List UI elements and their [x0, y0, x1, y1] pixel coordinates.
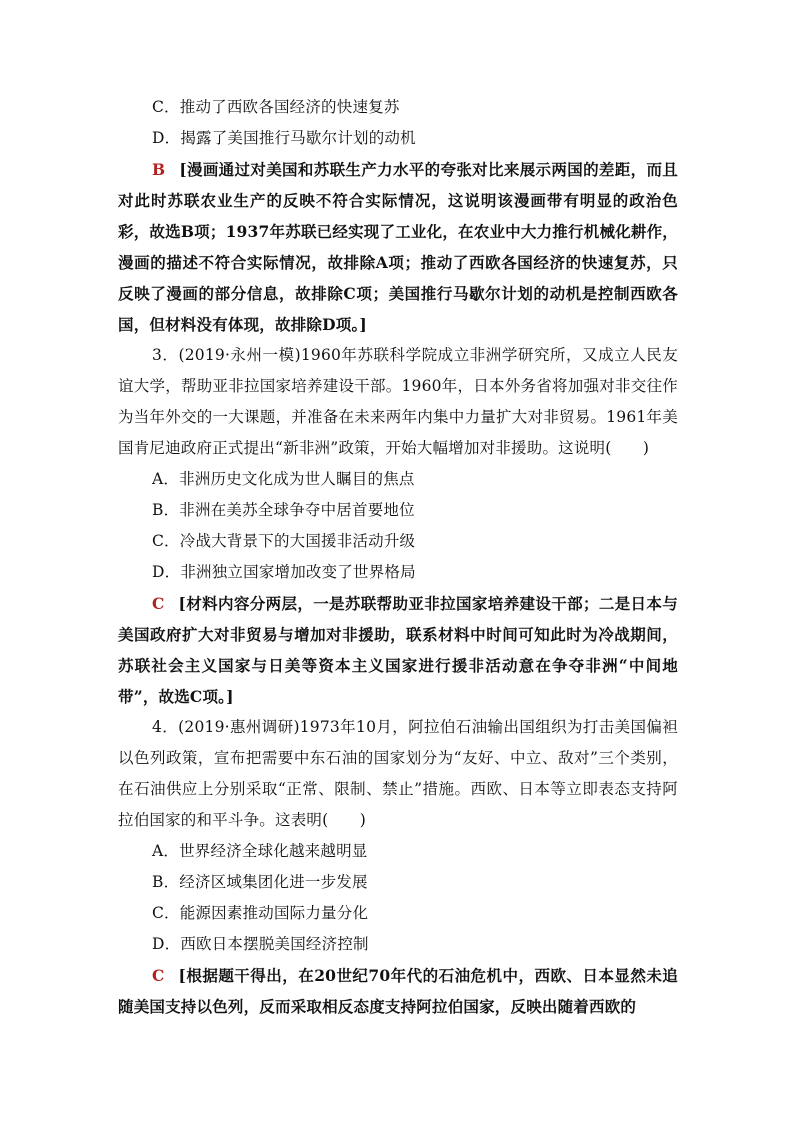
- q4-option-d: D．西欧日本摆脱美国经济控制: [152, 935, 369, 953]
- q4-option-b: B．经济区域集团化进一步发展: [152, 873, 368, 891]
- q4-answer-explanation: [根据题干得出，在20世纪70年代的石油危机中，西欧、日本显然未追随美国支持以色列，反而采取相反态度支持阿拉伯国家，反映出随着西欧的: [118, 966, 678, 1016]
- q3-option-b: B．非洲在美苏全球争夺中居首要地位: [152, 501, 415, 519]
- q3-answer-letter: C: [152, 594, 165, 613]
- q3-option-d: D．非洲独立国家增加改变了世界格局: [152, 563, 416, 581]
- q4-option-a: A．世界经济全球化越来越明显: [152, 842, 368, 860]
- prev-answer: [118, 154, 678, 340]
- q3-option-a: A．非洲历史文化成为世人瞩目的焦点: [152, 470, 415, 488]
- q4-answer: [118, 960, 678, 1022]
- prev-option-c: C．推动了西欧各国经济的快速复苏: [152, 98, 400, 116]
- q3-answer-explanation: [材料内容分两层，一是苏联帮助亚非拉国家培养建设干部；二是日本与美国政府扩大对非贸易与增加对非援助，联系材料中时间可知此时为冷战期间，苏联社会主义国家与日美等资本主义国家进行援非活动意在争夺非洲“中间地带”，故选C项。]: [118, 594, 678, 706]
- q3-answer: [118, 588, 678, 712]
- document-content: [118, 92, 678, 1022]
- question-3-stem: 3．(2019·永州一模)1960年苏联科学院成立非洲学研究所，又成立人民友谊大学，帮助亚非拉国家培养建设干部。1960年，日本外务省将加强对非交往作为当年外交的一大课题，并准备在未来两年内集中力量扩大对非贸易。1961年美国肯尼迪政府正式提出“新非洲”政策，开始大幅增加对非援助。这说明( ): [118, 346, 678, 457]
- q4-answer-letter: C: [152, 966, 165, 985]
- question-4-stem: 4．(2019·惠州调研)1973年10月，阿拉伯石油输出国组织为打击美国偏袒以色列政策，宣布把需要中东石油的国家划分为“友好、中立、敌对”三个类别，在石油供应上分别采取“正常、限制、禁止”措施。西欧、日本等立即表态支持阿拉伯国家的和平斗争。这表明( ): [118, 718, 678, 829]
- prev-option-d: D．揭露了美国推行马歇尔计划的动机: [152, 129, 416, 147]
- q4-option-c: C．能源因素推动国际力量分化: [152, 904, 369, 922]
- prev-answer-explanation: [漫画通过对美国和苏联生产力水平的夸张对比来展示两国的差距，而且对此时苏联农业生产的反映不符合实际情况，这说明该漫画带有明显的政治色彩，故选B项；1937年苏联已经实现了工业化，在农业中大力推行机械化耕作，漫画的描述不符合实际情况，故排除A项；推动了西欧各国经济的快速复苏，只反映了漫画的部分信息，故排除C项；美国推行马歇尔计划的动机是控制西欧各国，但材料没有体现，故排除D项。]: [118, 160, 678, 334]
- prev-answer-letter: B: [152, 160, 166, 179]
- q3-option-c: C．冷战大背景下的大国援非活动升级: [152, 532, 416, 550]
